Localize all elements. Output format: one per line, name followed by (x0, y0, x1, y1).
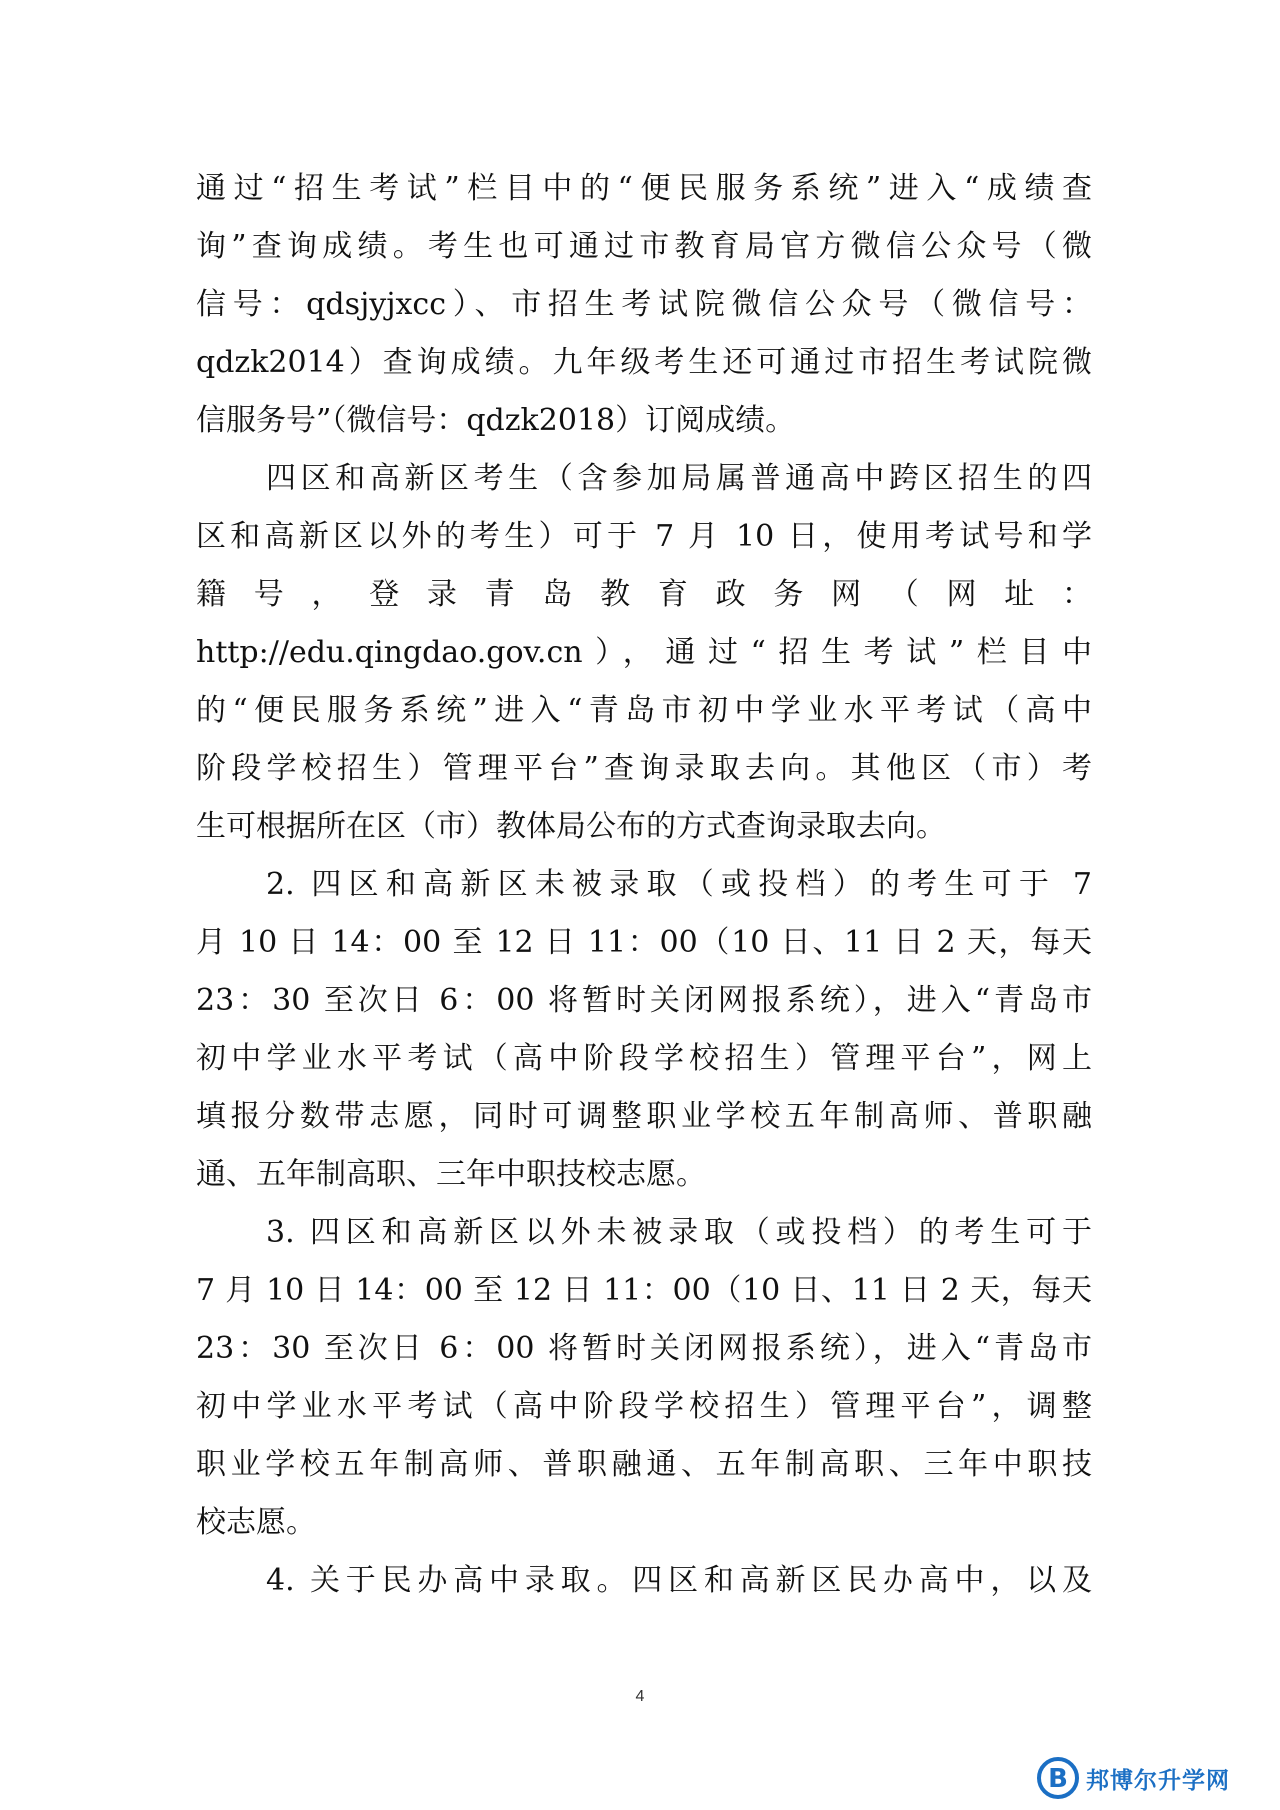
text-line: 籍 号 ， 登 录 青 岛 教 育 政 务 网 （ 网 址 ： (196, 577, 1092, 612)
text-line: 初中学业水平考试（高中阶段学校招生）管理平台”，网上 (196, 1041, 1092, 1076)
text-line: 信服务号”（微信号：qdzk2018）订阅成绩。 (196, 403, 796, 438)
text-line: 生可根据所在区（市）教体局公布的方式查询录取去向。 (196, 809, 946, 844)
text-line: http://edu.qingdao.gov.cn），通过“招生考试”栏目中 (196, 635, 1092, 670)
watermark-text: 邦博尔升学网 (1086, 1767, 1230, 1794)
text-line: 信号：qdsjyjxcc）、市招生考试院微信公众号（微信号： (196, 287, 1092, 322)
text-line: 区和高新区以外的考生）可于 7 月 10 日，使用考试号和学 (196, 519, 1092, 554)
text-line: 23：30 至次日 6：00 将暂时关闭网报系统），进入“青岛市 (196, 983, 1092, 1018)
document-body (196, 160, 1092, 1610)
text-line: 2. 四区和高新区未被录取（或投档）的考生可于 7 (266, 867, 1092, 902)
text-line: 4. 关于民办高中录取。四区和高新区民办高中，以及 (266, 1563, 1092, 1598)
page-number: 4 (635, 1688, 645, 1705)
text-line: 23：30 至次日 6：00 将暂时关闭网报系统），进入“青岛市 (196, 1331, 1092, 1366)
text-line: 阶段学校招生）管理平台”查询录取去向。其他区（市）考 (196, 751, 1092, 786)
text-line: 通过“招生考试”栏目中的“便民服务系统”进入“成绩查 (196, 171, 1092, 206)
text-line: 填报分数带志愿，同时可调整职业学校五年制高师、普职融 (196, 1099, 1092, 1134)
svg-text:B: B (1048, 1764, 1068, 1794)
text-line: 3. 四区和高新区以外未被录取（或投档）的考生可于 (266, 1215, 1092, 1250)
text-line: 四区和高新区考生（含参加局属普通高中跨区招生的四 (266, 461, 1092, 496)
text-line: 月 10 日 14：00 至 12 日 11：00（10 日、11 日 2 天，每天 (196, 925, 1092, 960)
text-line: 7 月 10 日 14：00 至 12 日 11：00（10 日、11 日 2 天，每天 (196, 1273, 1092, 1308)
watermark (1036, 1756, 1230, 1800)
text-line: 校志愿。 (196, 1505, 316, 1540)
text-line: qdzk2014）查询成绩。九年级考生还可通过市招生考试院微 (196, 345, 1092, 380)
text-line: 通、五年制高职、三年中职技校志愿。 (196, 1157, 706, 1192)
text-line: 职业学校五年制高师、普职融通、五年制高职、三年中职技 (196, 1447, 1092, 1482)
watermark-logo-icon (1036, 1756, 1080, 1800)
text-line: 初中学业水平考试（高中阶段学校招生）管理平台”，调整 (196, 1389, 1092, 1424)
text-line: 的“便民服务系统”进入“青岛市初中学业水平考试（高中 (196, 693, 1092, 728)
text-line: 询”查询成绩。考生也可通过市教育局官方微信公众号（微 (196, 229, 1092, 264)
